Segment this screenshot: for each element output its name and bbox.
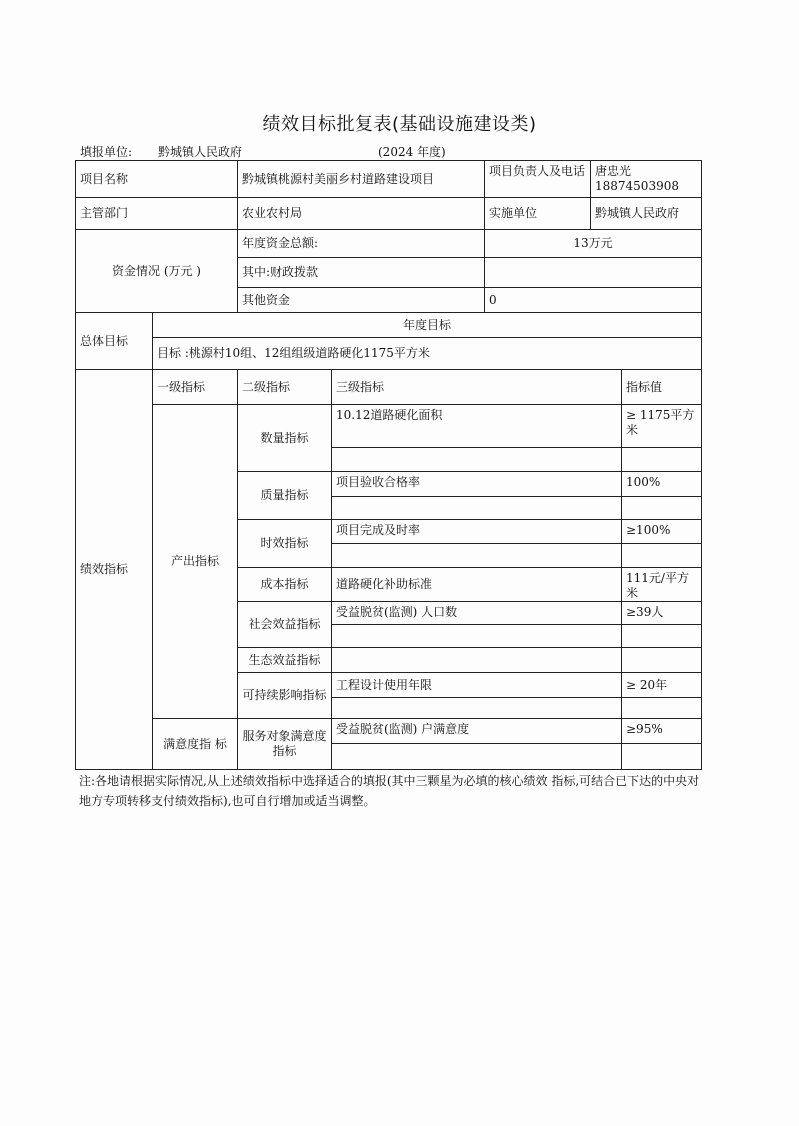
cost-value: 111元/平方米 [621,567,702,602]
quantity-empty-value [621,447,702,472]
quantity-indicator: 数量指标 [237,404,332,472]
cost-indicator: 成本指标 [237,567,332,602]
funds-fiscal-label: 其中:财政拨款 [237,257,485,288]
manager-label: 项目负责人及电话 [484,160,591,198]
sustain-indicator: 可持续影响指标 [237,672,332,719]
header-level2: 二级指标 [237,369,332,405]
sustain-empty-value [621,697,702,719]
quality-value: 100% [621,471,702,497]
performance-label: 绩效指标 [75,369,153,770]
cost-item: 道路硬化补助标准 [331,567,622,602]
report-year: (2024 年度) [378,145,446,159]
sustain-item: 工程设计使用年限 [331,672,622,698]
social-empty-value [621,624,702,648]
impl-value: 黔城镇人民政府 [590,197,702,230]
unit-value: 黔城镇人民政府 [158,145,243,159]
annual-goal-label: 年度目标 [152,312,702,338]
quality-empty-item [331,496,622,520]
annual-goal: 目标 :桃源村10组、12组组级道路硬化1175平方米 [152,337,702,370]
quantity-value: ≥ 1175平方米 [621,404,702,448]
funds-label: 资金情况 (万元 ) [75,229,238,313]
satisfaction-indicator: 满意度指 标 [152,718,238,770]
manager-name: 唐忠光 [595,164,632,178]
sustain-value: ≥ 20年 [621,672,702,698]
header-level3: 三级指标 [331,369,622,405]
timeliness-value: ≥100% [621,519,702,544]
timeliness-empty-value [621,543,702,568]
eco-indicator: 生态效益指标 [237,647,332,673]
impl-label: 实施单位 [484,197,591,230]
project-name-label: 项目名称 [75,160,238,198]
manager-contact [590,160,702,198]
unit-label: 填报单位: [80,145,133,159]
header-value: 指标值 [621,369,702,405]
quality-item: 项目验收合格率 [331,471,622,497]
service-item: 受益脱贫(监测) 户满意度 [331,718,622,744]
footnote: 注:各地请根据实际情况,从上述绩效指标中选择适合的填报(其中三颗星为必填的核心绩效 指标,可结合已下达的中央对地方专项转移支付绩效指标),也可自行增加或适当调整。 [79,774,700,808]
quantity-empty-item [331,447,622,472]
manager-phone: 18874503908 [595,179,679,193]
funds-total-label: 年度资金总额: [237,229,485,258]
eco-empty-value [621,647,702,673]
funds-fiscal [484,257,702,288]
overall-goal-label: 总体目标 [75,312,153,370]
funds-other: 0 [484,287,702,313]
social-value: ≥39人 [621,601,702,625]
dept-label: 主管部门 [75,197,238,230]
eco-empty-item [331,647,622,673]
quality-empty-value [621,496,702,520]
timeliness-item: 项目完成及时率 [331,519,622,544]
quality-indicator: 质量指标 [237,471,332,520]
social-item: 受益脱贫(监测) 人口数 [331,601,622,625]
quantity-item: 10.12道路硬化面积 [331,404,622,448]
page-title: 绩效目标批复表(基础设施建设类) [262,114,537,135]
header-level1: 一级指标 [152,369,238,405]
project-name: 黔城镇桃源村美丽乡村道路建设项目 [237,160,485,198]
sustain-empty-item [331,697,622,719]
output-indicator: 产出指标 [152,404,238,719]
service-indicator: 服务对象满意度指标 [237,718,332,770]
timeliness-indicator: 时效指标 [237,519,332,568]
service-empty-value [621,743,702,770]
funds-total: 13万元 [484,229,702,258]
service-value: ≥95% [621,718,702,744]
timeliness-empty-item [331,543,622,568]
social-empty-item [331,624,622,648]
social-indicator: 社会效益指标 [237,601,332,648]
funds-other-label: 其他资金 [237,287,485,313]
service-empty-item [331,743,622,770]
dept-value: 农业农村局 [237,197,485,230]
